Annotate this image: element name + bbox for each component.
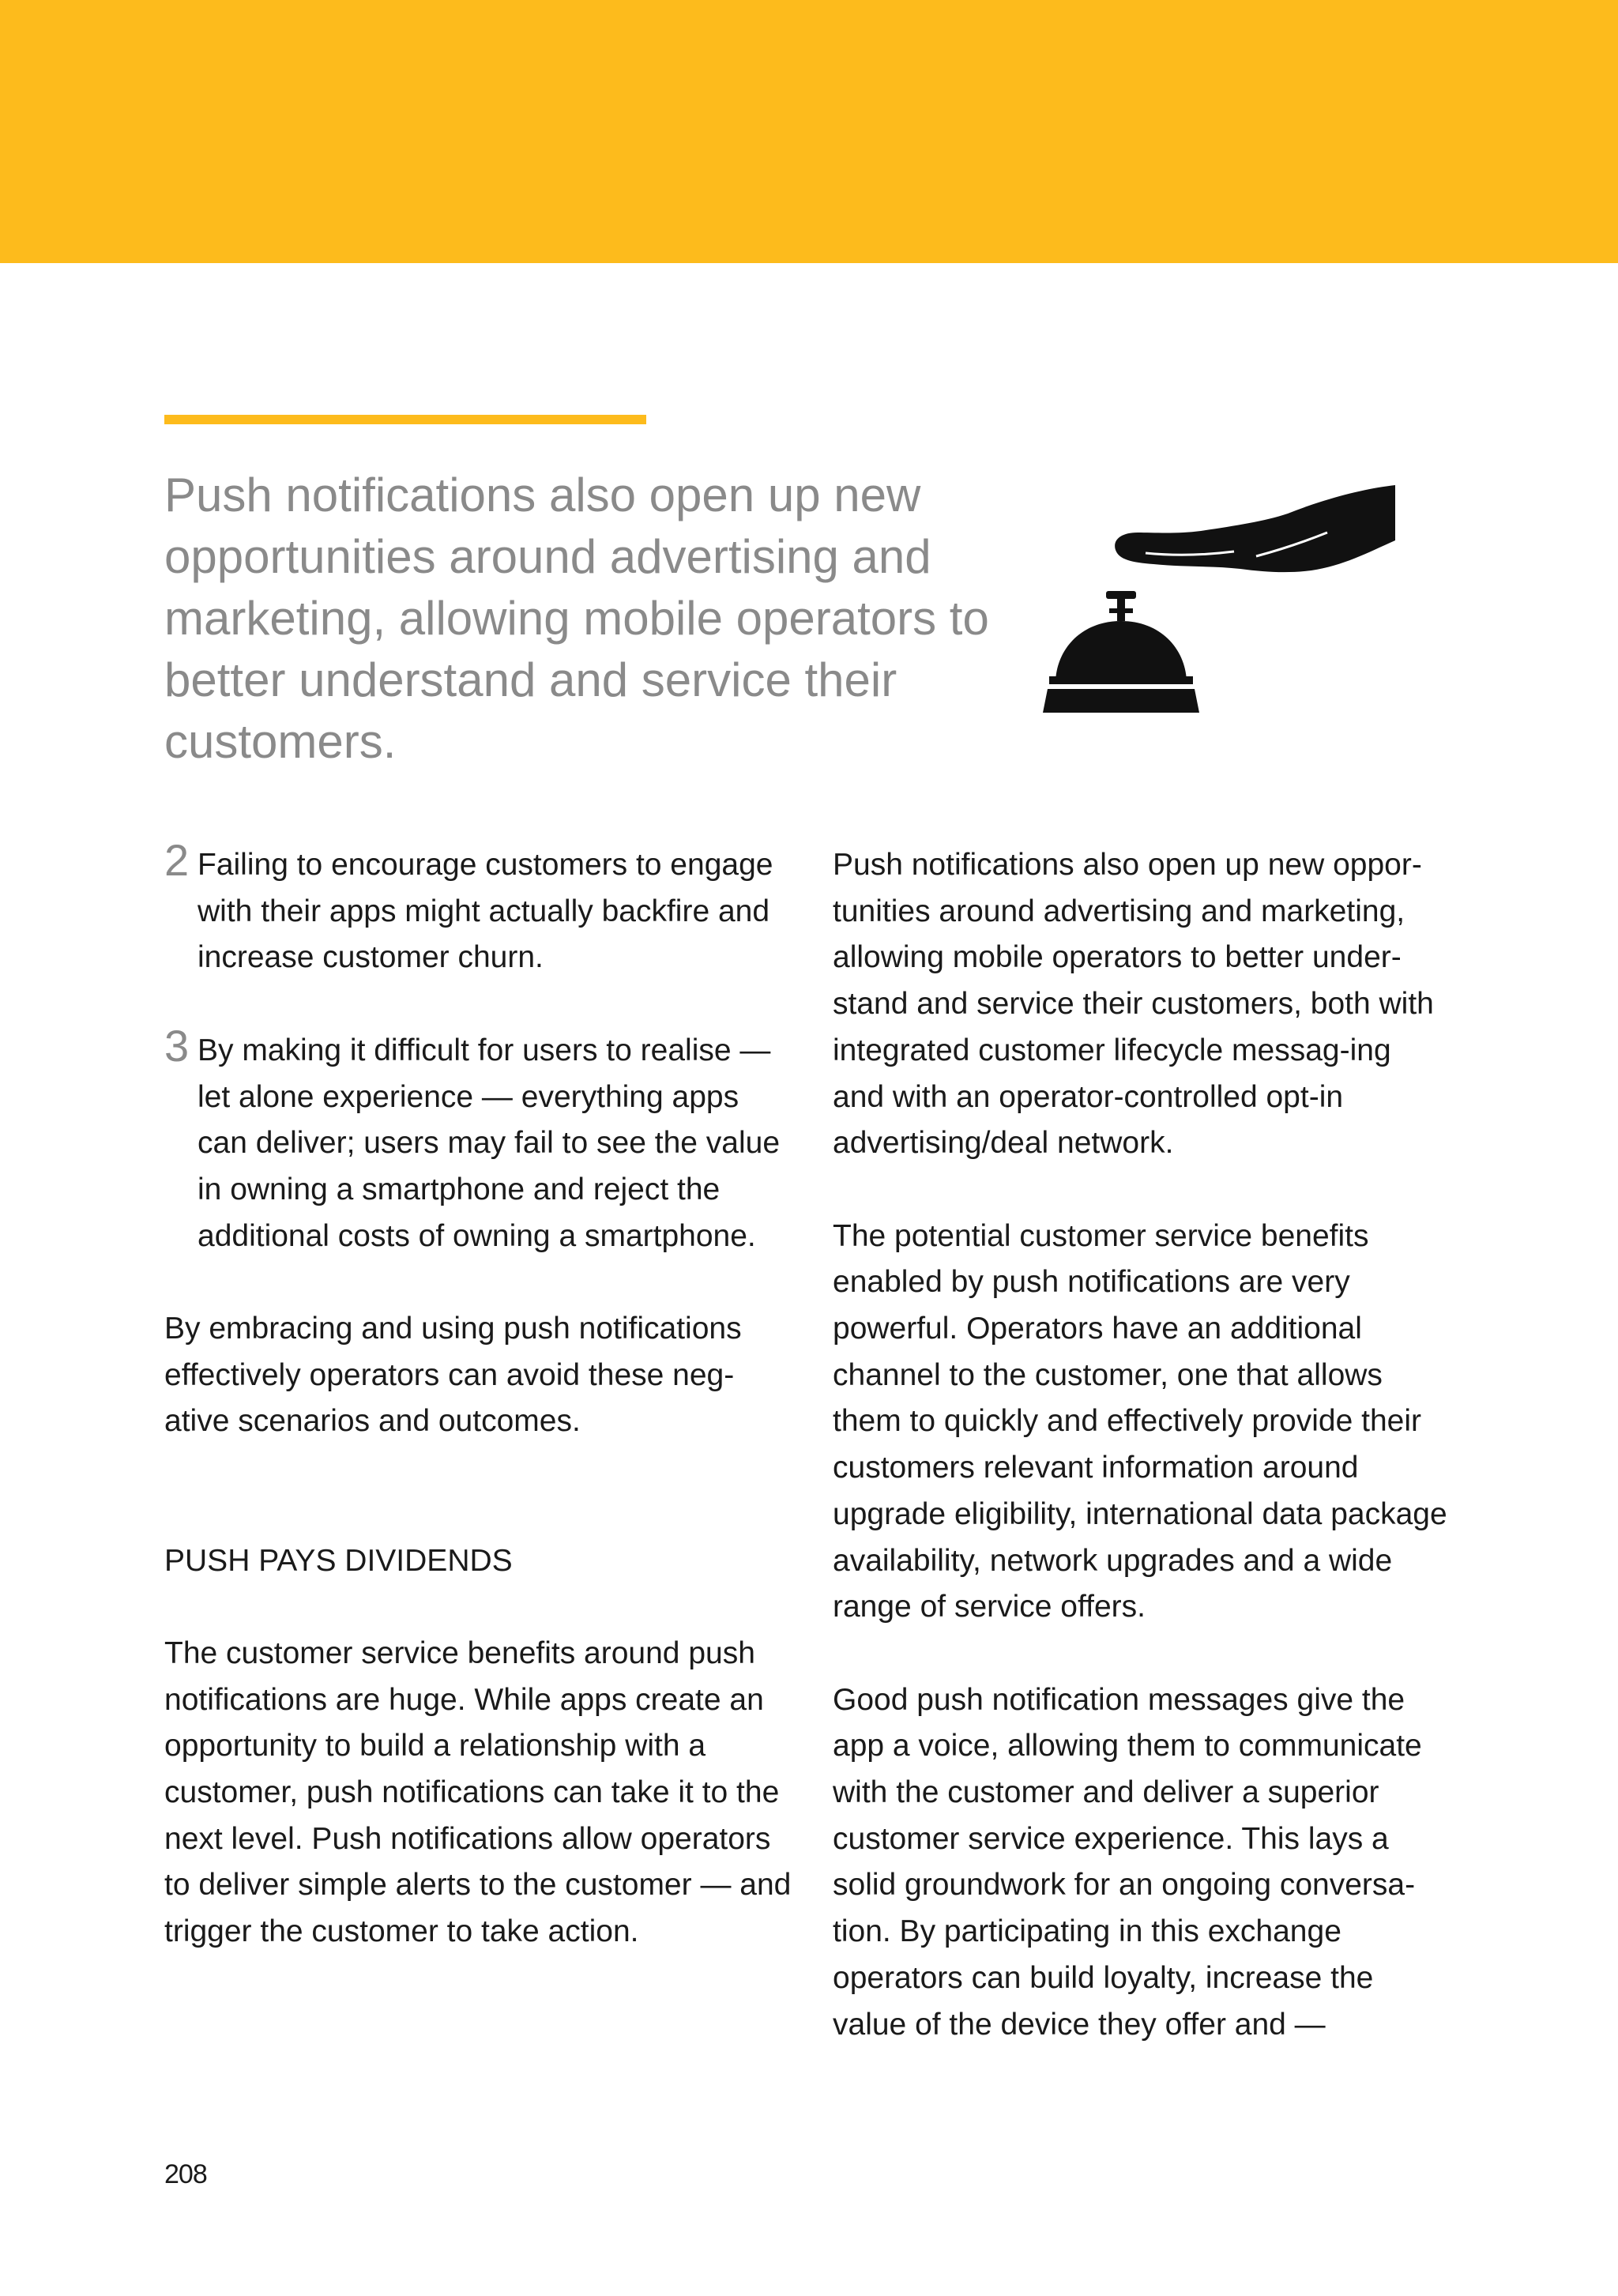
- left-column: [164, 835, 796, 1955]
- item-number: 3: [164, 1020, 190, 1071]
- bell-base: [1043, 689, 1199, 713]
- hand-shape: [1115, 485, 1395, 572]
- item-text: Failing to encourage customers to engage with their apps might actually backfire and increase customer churn.: [198, 848, 773, 975]
- header-color-band: [0, 0, 1618, 263]
- accent-rule: [164, 415, 646, 424]
- hand-ringing-service-bell-icon: [1027, 474, 1406, 743]
- numbered-item: [164, 835, 796, 981]
- section-subheading: PUSH PAYS DIVIDENDS: [164, 1543, 513, 1578]
- pull-quote: Push notifications also open up new opportunities around advertising and marketing, allowing mobile operators to better understand and service their customers.: [164, 469, 989, 768]
- body-paragraph: Push notifications also open up new oppor-tunities around advertising and marketing, allowing mobile operators to better under-stand and service their customers, both with integrated customer lifecycle messag-ing and with an operator-controlled opt-in advertising/deal network.: [833, 848, 1434, 1161]
- bell-dome: [1055, 621, 1187, 681]
- item-number: 2: [164, 835, 190, 885]
- right-column: [833, 842, 1449, 2048]
- body-paragraph: By embracing and using push notifications effectively operators can avoid these neg-ative scenarios and outcomes.: [164, 1312, 742, 1439]
- body-paragraph: Good push notification messages give the app a voice, allowing them to communicate with the customer and deliver a superior customer service experience. This lays a solid groundwork for an ongoing conversa-tion. By participating in this exchange operators can build loyalty, increase the value of the device they offer and —: [833, 1682, 1422, 2042]
- item-text: By making it difficult for users to realise — let alone experience — everything apps can deliver; users may fail to see the value in owning a smartphone and reject the additional costs of owning a smartphone.: [198, 1033, 781, 1253]
- body-paragraph: The customer service benefits around push notifications are huge. While apps create an opportunity to build a relationship with a customer, push notifications can take it to the next level. Push notifications allow operators to deliver simple alerts to the customer — and trigger the customer to take action.: [164, 1635, 792, 1949]
- body-paragraph: The potential customer service benefits enabled by push notifications are very powerful. Operators have an additional channel to the customer, one that allows them to quickly and effectively provide their customers relevant information around upgrade eligibility, international data package availability, network upgrades and a wide range of service offers.: [833, 1218, 1447, 1624]
- page-number: 208: [164, 2159, 207, 2189]
- numbered-item: [164, 1020, 796, 1260]
